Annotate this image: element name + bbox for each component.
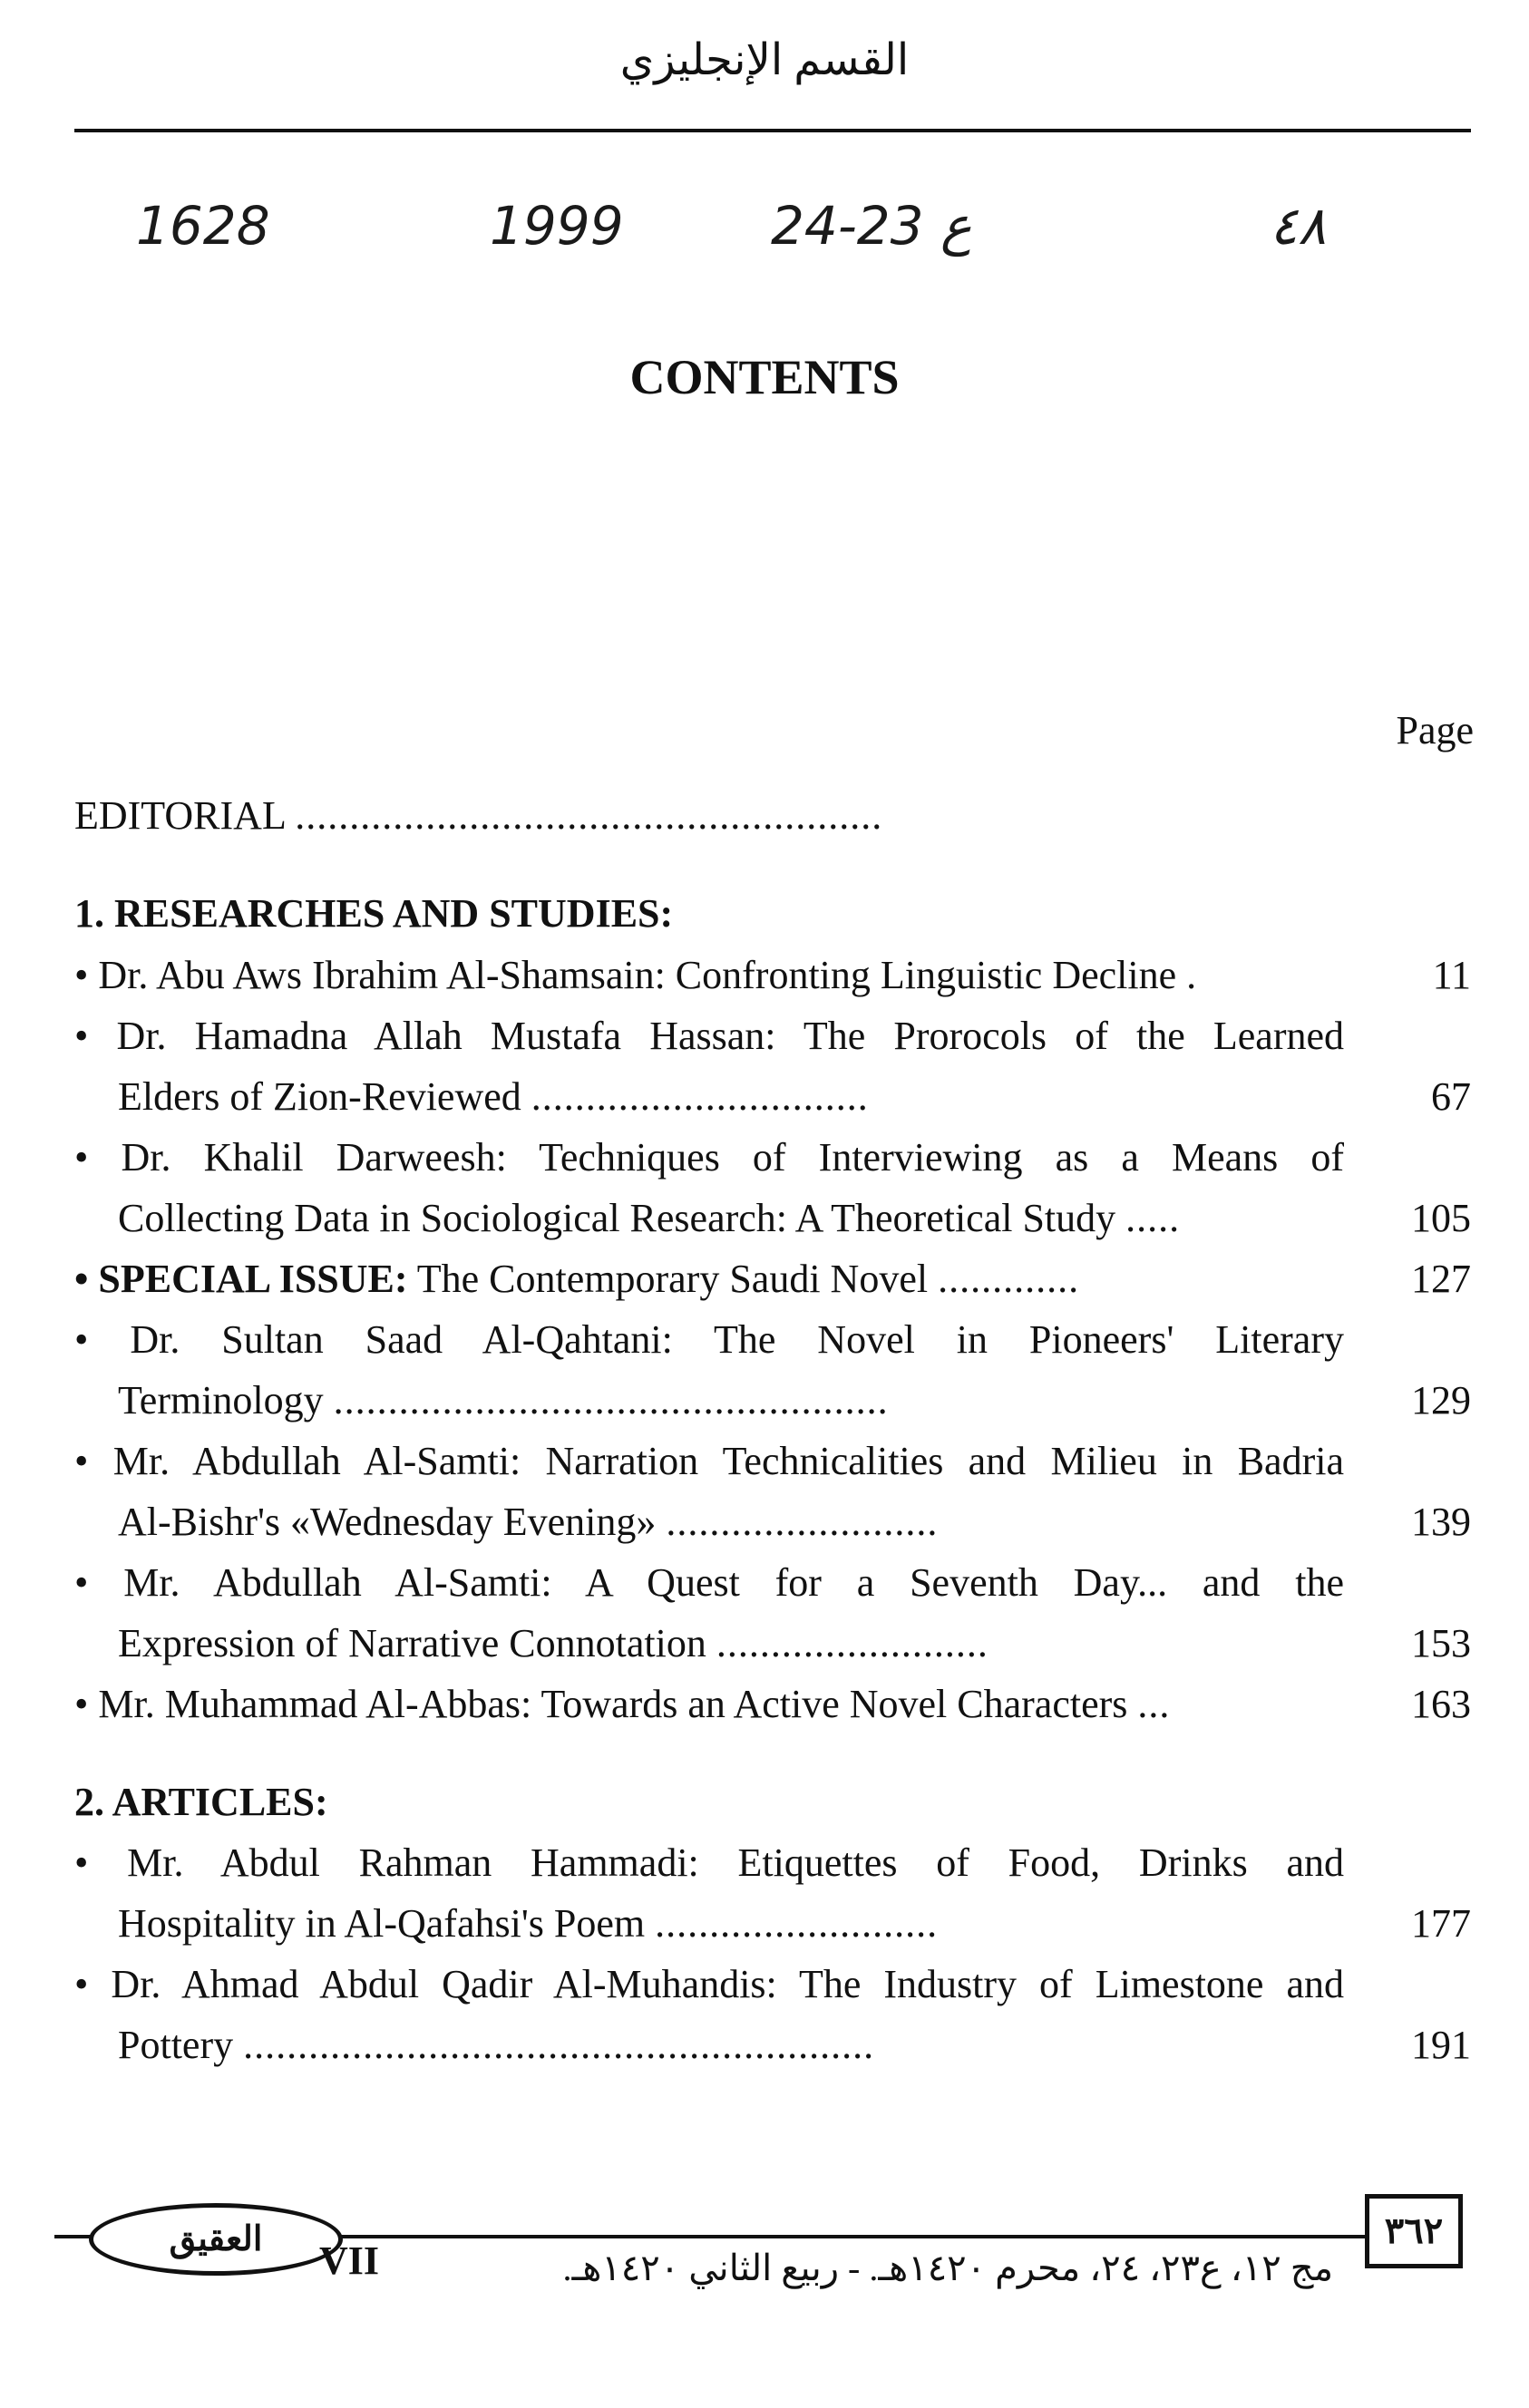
entry-page: 191 (1411, 2023, 1471, 2067)
leader-dots: ......................... (666, 1500, 939, 1544)
section-heading-articles: 2. ARTICLES: (74, 1780, 328, 1824)
toc-entry (74, 1836, 1471, 1890)
leader-dots: .......................... (655, 1901, 939, 1946)
entry-title-cont: Collecting Data in Sociological Research: A Theoretical Study (118, 1196, 1116, 1240)
handwritten-note-1: 1628 (136, 195, 270, 257)
entry-title: • Mr. Abdullah Al-Samti: Narration Technicalities and Milieu in Badria (74, 1439, 1344, 1483)
entry-page: 177 (1411, 1901, 1471, 1946)
entry-page: 129 (1411, 1378, 1471, 1422)
roman-page-number: VII (319, 2238, 380, 2283)
toc-editorial (74, 789, 1471, 843)
issue-info-arabic: مج ١٢، ع٢٣، ٢٤، محرم ١٤٢٠هـ. - ربيع الثاني ١٤٢٠هـ. (562, 2248, 1333, 2288)
entry-title: • Dr. Ahmad Abdul Qadir Al-Muhandis: The Industry of Limestone and (74, 1962, 1344, 2006)
entry-title: • Mr. Abdullah Al-Samti: A Quest for a Seventh Day... and the (74, 1560, 1344, 1605)
entry-title-cont: Al-Bishr's «Wednesday Evening» (118, 1500, 657, 1544)
page-column-header: Page (1396, 708, 1474, 752)
entry-page: 11 (1432, 953, 1471, 997)
section-heading-researches: 1. RESEARCHES AND STUDIES: (74, 891, 674, 936)
header-rule (74, 129, 1471, 132)
journal-logo: العقيق (89, 2203, 343, 2276)
toc-entry-cont (74, 1070, 1471, 1124)
entry-page: 67 (1431, 1074, 1471, 1119)
entry-page: 139 (1411, 1500, 1471, 1544)
page-number-box: ٣٦٢ (1365, 2194, 1463, 2268)
section-header-arabic: القسم الإنجليزي (619, 36, 910, 84)
leader-dots: .......................................................... (243, 2023, 875, 2067)
entry-page: 163 (1411, 1682, 1471, 1726)
handwritten-note-4: ٤٨ (1270, 195, 1327, 257)
toc-entry (74, 1313, 1471, 1367)
toc-entry (74, 1131, 1471, 1185)
entry-title: • Dr. Khalil Darweesh: Techniques of Interviewing as a Means of (74, 1135, 1344, 1180)
toc-entry-cont (74, 1495, 1471, 1549)
entry-title-cont: Expression of Narrative Connotation (118, 1621, 706, 1665)
toc-entry-cont (74, 1374, 1471, 1428)
toc-entry (74, 1252, 1471, 1306)
handwritten-note-3: ع 23-24 (771, 195, 972, 257)
toc-entry-cont (74, 1191, 1471, 1246)
leader-dots: ......................... (716, 1621, 988, 1665)
leader-dots: ..... (1125, 1196, 1181, 1240)
toc-entry (74, 948, 1471, 1003)
toc-entry-cont (74, 1617, 1471, 1671)
toc-entry (74, 1434, 1471, 1489)
toc-entry (74, 1957, 1471, 2012)
entry-title-cont: Pottery (118, 2023, 234, 2067)
entry-title-cont: Terminology (118, 1378, 324, 1422)
leader-dots: ............. (938, 1257, 1080, 1301)
entry-page: 105 (1411, 1196, 1471, 1240)
editorial-label: EDITORIAL (74, 793, 286, 838)
entry-title-cont: Elders of Zion-Reviewed (118, 1074, 521, 1119)
leader-dots: ................................................... (333, 1378, 889, 1422)
entry-page: 127 (1411, 1257, 1471, 1301)
entry-title: • Dr. Sultan Saad Al-Qahtani: The Novel in Pioneers' Literary (74, 1317, 1344, 1362)
toc-entry (74, 1009, 1471, 1063)
entry-title: • Mr. Abdul Rahman Hammadi: Etiquettes of Food, Drinks and (74, 1840, 1344, 1885)
entry-title: The Contemporary Saudi Novel (407, 1257, 929, 1301)
leader-dots: ............................... (531, 1074, 869, 1119)
toc-entry (74, 1556, 1471, 1610)
entry-title: • Dr. Abu Aws Ibrahim Al-Shamsain: Confronting Linguistic Decline . (74, 953, 1197, 997)
leader-dots: ... (1137, 1682, 1171, 1726)
toc-entry (74, 1677, 1471, 1732)
page-title: CONTENTS (629, 350, 900, 404)
entry-page: 153 (1411, 1621, 1471, 1665)
leader-dots: ...................................................... (295, 793, 883, 838)
toc-entry-cont (74, 1897, 1471, 1951)
entry-title: • Mr. Muhammad Al-Abbas: Towards an Active Novel Characters (74, 1682, 1128, 1726)
handwritten-note-2: 1999 (490, 195, 624, 257)
entry-bold-label: • SPECIAL ISSUE: (74, 1257, 408, 1301)
entry-title-cont: Hospitality in Al-Qafahsi's Poem (118, 1901, 646, 1946)
entry-title: • Dr. Hamadna Allah Mustafa Hassan: The Prorocols of the Learned (74, 1014, 1344, 1058)
toc-entry-cont (74, 2018, 1471, 2073)
